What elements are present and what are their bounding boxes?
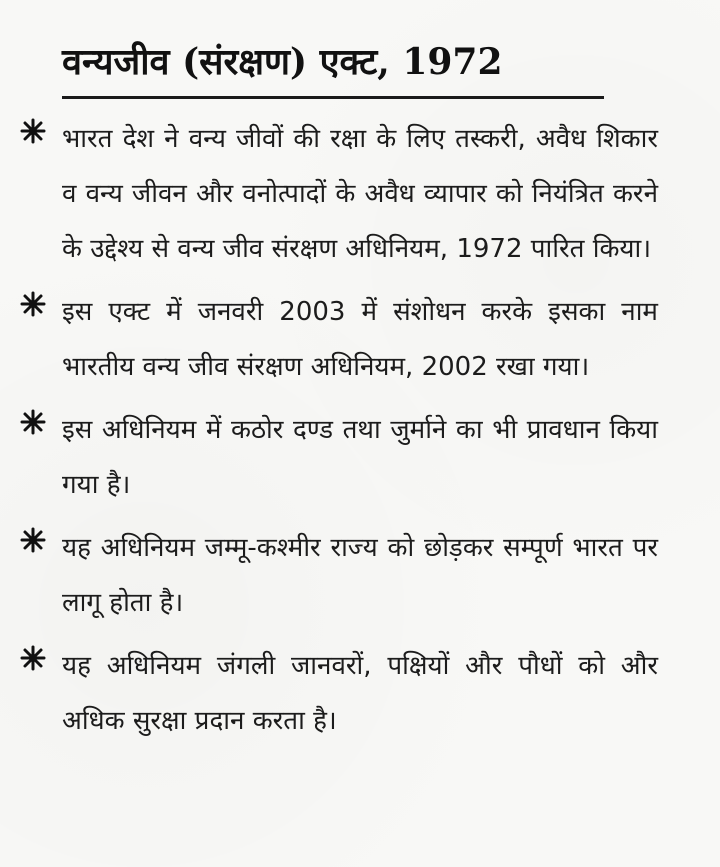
bullet-list (18, 112, 658, 757)
list-item (18, 403, 658, 513)
list-item (18, 521, 658, 631)
list-item (18, 285, 658, 395)
list-item-text: इस एक्ट में जनवरी 2003 में संशोधन करके इसका नाम भारतीय वन्य जीव संरक्षण अधिनियम, 2002 रखा गया। (62, 297, 658, 382)
list-item-text: यह अधिनियम जंगली जानवरों, पक्षियों और पौधों को और अधिक सुरक्षा प्रदान करता है। (62, 651, 658, 736)
page-title: वन्यजीव (संरक्षण) एक्ट, 1972 (62, 41, 503, 83)
star-bullet-icon (18, 525, 48, 555)
list-item-text: यह अधिनियम जम्मू-कश्मीर राज्य को छोड़कर सम्पूर्ण भारत पर लागू होता है। (62, 533, 658, 618)
list-item (18, 112, 658, 277)
title-underline (62, 96, 604, 99)
star-bullet-icon (18, 289, 48, 319)
star-bullet-icon (18, 643, 48, 673)
list-item-text: भारत देश ने वन्य जीवों की रक्षा के लिए तस्करी, अवैध शिकार व वन्य जीवन और वनोत्पादों के अवैध व्यापार को नियंत्रित करने के उद्देश्य से वन्य जीव संरक्षण अधिनियम, 1972 पारित किया। (62, 124, 658, 264)
list-item-text: इस अधिनियम में कठोर दण्ड तथा जुर्माने का भी प्रावधान किया गया है। (62, 415, 658, 500)
star-bullet-icon (18, 407, 48, 437)
list-item (18, 639, 658, 749)
star-bullet-icon (18, 116, 48, 146)
